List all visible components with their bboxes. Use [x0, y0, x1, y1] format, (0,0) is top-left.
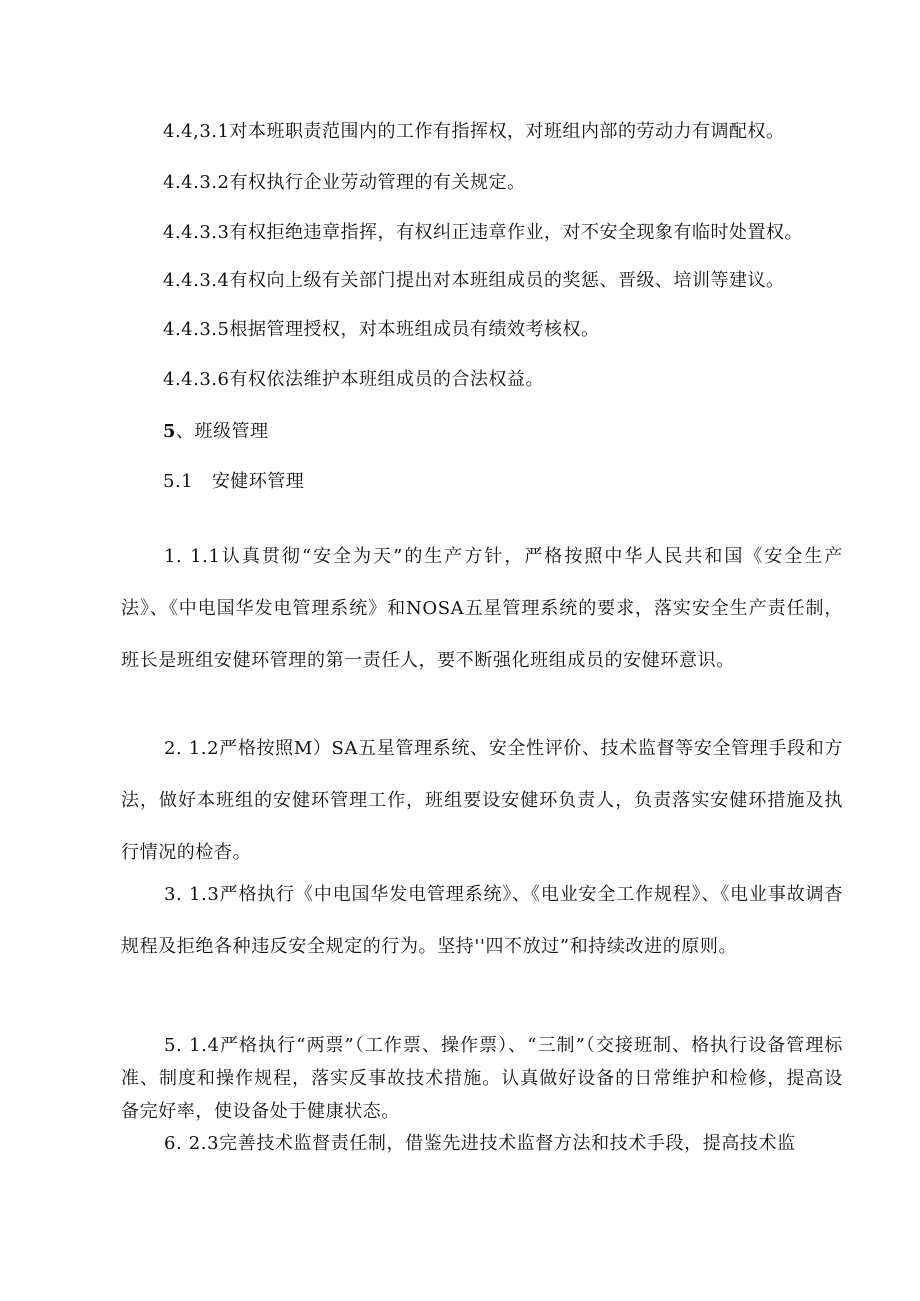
- clause-4-4-3-4: 4.4.3.4有权向上级有关部门提出对本班组成员的奖惩、晋级、培训等建议。: [163, 270, 785, 291]
- paragraph-1-1: 1. 1.1认真贯彻“安全为天”的生产方针，严格按照中华人民共和国《安全生产法》、《中电国华发电管理系统》和NOSA五星管理系统的要求，落实安全生产责任制，班长是班组安健环管理的第一责任人，要不断强化班组成员的安健环意识。: [121, 546, 843, 671]
- section-5-number: 5: [163, 421, 177, 442]
- clause-4-4-3-5: 4.4.3.5根据管理授权，对本班组成员有绩效考核权。: [163, 319, 600, 340]
- section-5-heading: [163, 420, 269, 444]
- clause-4-4-3-2: 4.4.3.2有权执行企业劳动管理的有关规定。: [163, 172, 526, 193]
- paragraph-1-3: 3. 1.3严格执行《中电国华发电管理系统》、《电业安全工作规程》、《电业事故调杳规程及拒绝各种违反安全规定的行为。坚持''四不放过”和持续改进的原则。: [121, 884, 843, 957]
- section-5-1-number: 5.1: [163, 471, 194, 492]
- paragraph-1-2: 2. 1.2严格按照M）SA五星管理系统、安全性评价、技术监督等安全管理手段和方法，做好本班组的安健环管理工作，班组要设安健环负责人，负责落实安健环措施及执行情况的检杳。: [121, 738, 843, 863]
- paragraph-1-4: 5. 1.4严格执行“两票”（工作票、操作票）、“三制”（交接班制、格执行设备管理标准、制度和操作规程，落实反事故技术措施。认真做好设备的日常维护和检修，提高设备完好率，使设备处于健康状态。: [121, 1035, 843, 1122]
- section-5-title: 、班级管理: [176, 421, 269, 442]
- section-5-1-heading: [163, 470, 304, 494]
- paragraph-2-3: 6. 2.3完善技术监督责任制，借鉴先进技术监督方法和技术手段，提高技术监: [164, 1133, 796, 1154]
- section-5-1-title: 安健环管理: [211, 471, 305, 492]
- clause-4-4-3-1: 4.4,3.1对本班职责范围内的工作有指挥权，对班组内部的劳动力有调配权。: [163, 121, 785, 142]
- clause-4-4-3-6: 4.4.3.6有权依法维护本班组成员的合法权益。: [163, 369, 544, 390]
- clause-4-4-3-3: 4.4.3.3有权拒绝违章指挥，有权纠正违章作业，对不安全现象有临时处置权。: [163, 222, 803, 243]
